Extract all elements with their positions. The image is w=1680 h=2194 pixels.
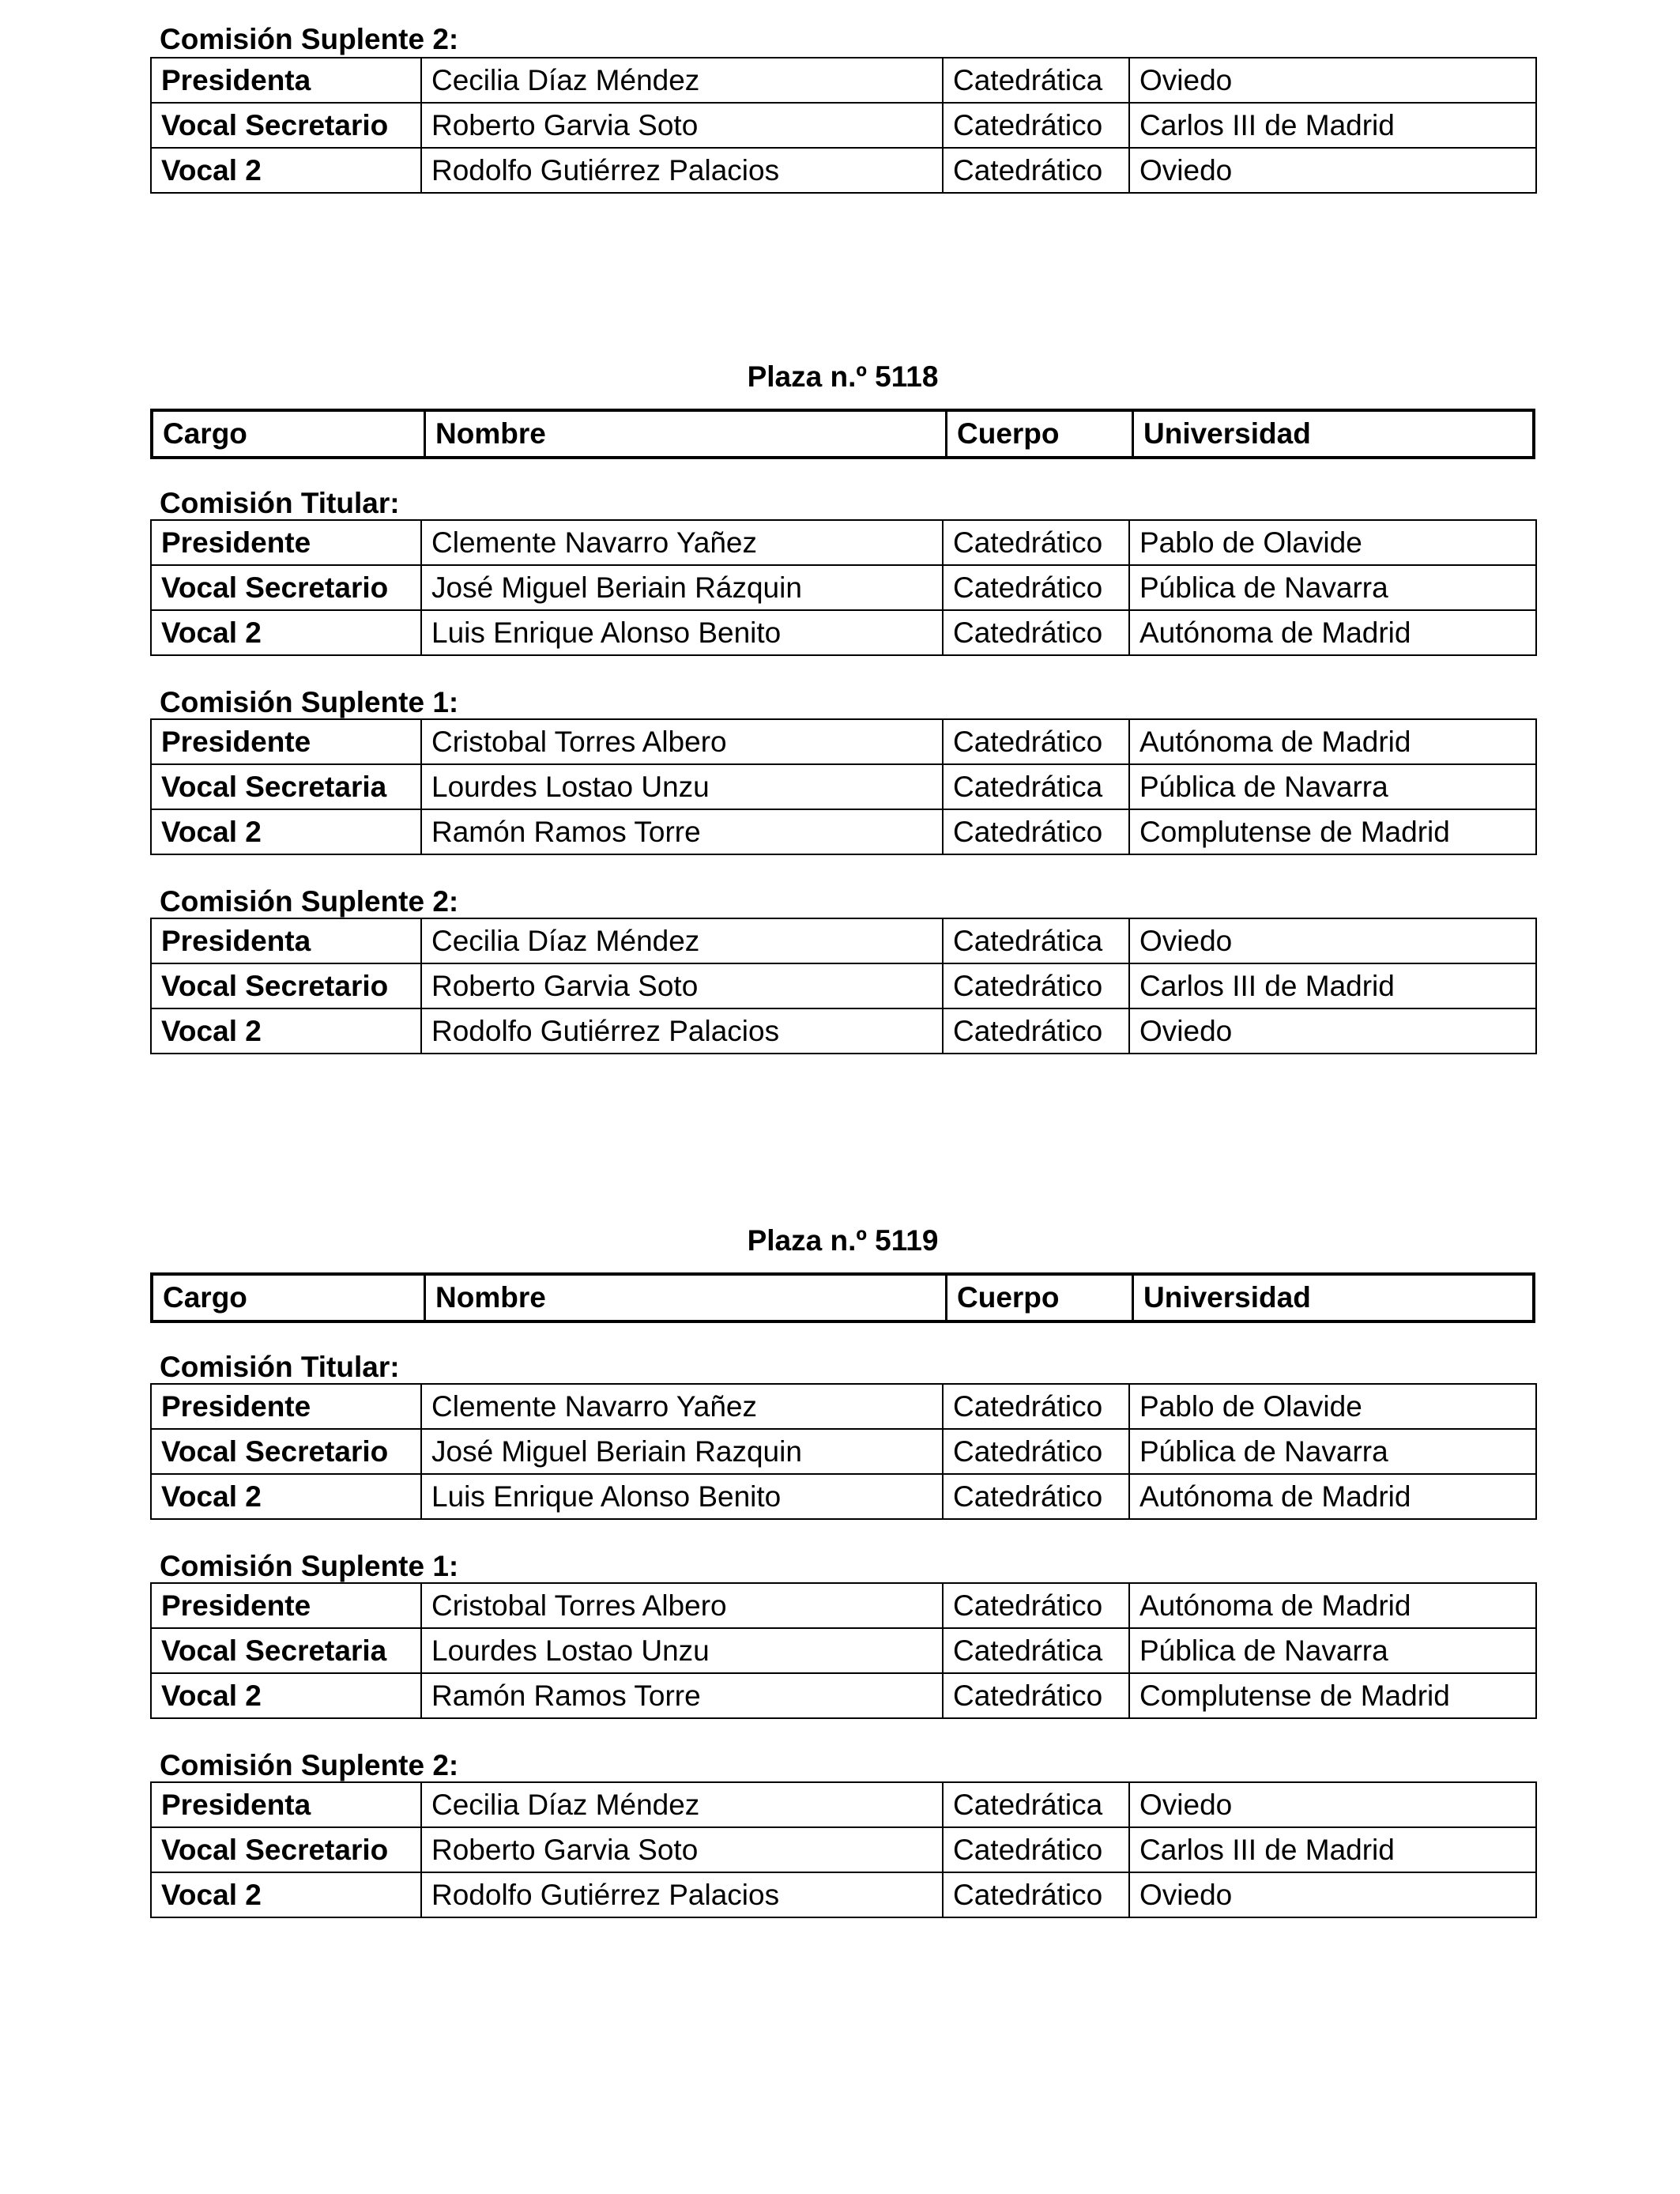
- table-row: [151, 1827, 1536, 1872]
- column-header-cuerpo: Cuerpo: [945, 412, 1132, 456]
- nombre-cell: Rodolfo Gutiérrez Palacios: [421, 1872, 943, 1917]
- nombre-cell: Lourdes Lostao Unzu: [421, 1628, 943, 1673]
- nombre-cell: Cecilia Díaz Méndez: [421, 1782, 943, 1827]
- cargo-cell: Vocal Secretaria: [151, 764, 421, 809]
- column-header-row: [150, 409, 1535, 459]
- committee-table: [150, 1383, 1537, 1520]
- universidad-cell: Oviedo: [1129, 1782, 1536, 1827]
- cargo-cell: Presidenta: [151, 1782, 421, 1827]
- nombre-cell: José Miguel Beriain Razquin: [421, 1429, 943, 1474]
- cuerpo-cell: Catedrático: [943, 1384, 1129, 1429]
- universidad-cell: Oviedo: [1129, 148, 1536, 193]
- table-row: [151, 565, 1536, 610]
- column-header-row: [150, 1272, 1535, 1323]
- table-row: [151, 1429, 1536, 1474]
- nombre-cell: Ramón Ramos Torre: [421, 809, 943, 854]
- cuerpo-cell: Catedrático: [943, 963, 1129, 1008]
- nombre-cell: Luis Enrique Alonso Benito: [421, 610, 943, 655]
- cargo-cell: Vocal 2: [151, 1474, 421, 1519]
- table-row: [151, 610, 1536, 655]
- committee-table: [150, 718, 1537, 855]
- cargo-cell: Presidenta: [151, 58, 421, 103]
- committee-table: [150, 519, 1537, 656]
- nombre-cell: Cristobal Torres Albero: [421, 719, 943, 764]
- cargo-cell: Vocal 2: [151, 610, 421, 655]
- universidad-cell: Oviedo: [1129, 58, 1536, 103]
- column-header-cargo: Cargo: [163, 1281, 247, 1314]
- universidad-cell: Carlos III de Madrid: [1129, 103, 1536, 148]
- column-header-nombre: Nombre: [424, 412, 945, 456]
- universidad-cell: Carlos III de Madrid: [1129, 1827, 1536, 1872]
- nombre-cell: Roberto Garvia Soto: [421, 103, 943, 148]
- nombre-cell: Cecilia Díaz Méndez: [421, 58, 943, 103]
- table-row: [151, 1583, 1536, 1628]
- table-row: [151, 918, 1536, 963]
- universidad-cell: Complutense de Madrid: [1129, 809, 1536, 854]
- table-row: [151, 1628, 1536, 1673]
- cuerpo-cell: Catedrático: [943, 1474, 1129, 1519]
- committee-table: [150, 1781, 1537, 1918]
- group-label: Comisión Suplente 2:: [160, 1749, 459, 1781]
- cuerpo-cell: Catedrático: [943, 1872, 1129, 1917]
- plaza-title: Plaza n.º 5119: [747, 1224, 939, 1257]
- column-header-cargo: Cargo: [163, 417, 247, 450]
- universidad-cell: Carlos III de Madrid: [1129, 963, 1536, 1008]
- cargo-cell: Vocal 2: [151, 809, 421, 854]
- universidad-cell: Autónoma de Madrid: [1129, 1583, 1536, 1628]
- table-row: [151, 1872, 1536, 1917]
- table-row: [151, 1673, 1536, 1718]
- cargo-cell: Vocal 2: [151, 148, 421, 193]
- cargo-cell: Vocal Secretario: [151, 963, 421, 1008]
- cuerpo-cell: Catedrático: [943, 1673, 1129, 1718]
- cargo-cell: Vocal Secretario: [151, 565, 421, 610]
- universidad-cell: Oviedo: [1129, 1008, 1536, 1054]
- nombre-cell: José Miguel Beriain Rázquin: [421, 565, 943, 610]
- cargo-cell: Presidente: [151, 520, 421, 565]
- universidad-cell: Pablo de Olavide: [1129, 1384, 1536, 1429]
- column-header-universidad: Universidad: [1132, 1276, 1532, 1320]
- table-row: [151, 520, 1536, 565]
- nombre-cell: Cristobal Torres Albero: [421, 1583, 943, 1628]
- cargo-cell: Presidente: [151, 1583, 421, 1628]
- group-label: Comisión Suplente 2:: [160, 885, 459, 918]
- cuerpo-cell: Catedrático: [943, 1827, 1129, 1872]
- universidad-cell: Pablo de Olavide: [1129, 520, 1536, 565]
- cargo-cell: Vocal Secretario: [151, 1827, 421, 1872]
- column-header-universidad: Universidad: [1132, 412, 1532, 456]
- nombre-cell: Clemente Navarro Yañez: [421, 520, 943, 565]
- table-row: [151, 719, 1536, 764]
- group-label: Comisión Titular:: [160, 1351, 400, 1383]
- table-row: [151, 1384, 1536, 1429]
- committee-table: [150, 918, 1537, 1054]
- table-row: [151, 809, 1536, 854]
- nombre-cell: Ramón Ramos Torre: [421, 1673, 943, 1718]
- table-row: [151, 1782, 1536, 1827]
- nombre-cell: Rodolfo Gutiérrez Palacios: [421, 1008, 943, 1054]
- cargo-cell: Vocal Secretario: [151, 1429, 421, 1474]
- cargo-cell: Presidente: [151, 1384, 421, 1429]
- cargo-cell: Vocal 2: [151, 1872, 421, 1917]
- cuerpo-cell: Catedrática: [943, 1628, 1129, 1673]
- table-row: [151, 764, 1536, 809]
- committee-table: [150, 57, 1537, 194]
- cuerpo-cell: Catedrático: [943, 520, 1129, 565]
- column-header-cuerpo: Cuerpo: [945, 1276, 1132, 1320]
- nombre-cell: Clemente Navarro Yañez: [421, 1384, 943, 1429]
- universidad-cell: Oviedo: [1129, 918, 1536, 963]
- cuerpo-cell: Catedrático: [943, 719, 1129, 764]
- table-row: [151, 963, 1536, 1008]
- cargo-cell: Presidente: [151, 719, 421, 764]
- universidad-cell: Autónoma de Madrid: [1129, 1474, 1536, 1519]
- cuerpo-cell: Catedrático: [943, 809, 1129, 854]
- group-label: Comisión Titular:: [160, 487, 400, 519]
- cuerpo-cell: Catedrático: [943, 610, 1129, 655]
- group-label: Comisión Suplente 2:: [160, 23, 459, 55]
- cargo-cell: Vocal Secretario: [151, 103, 421, 148]
- universidad-cell: Complutense de Madrid: [1129, 1673, 1536, 1718]
- nombre-cell: Lourdes Lostao Unzu: [421, 764, 943, 809]
- nombre-cell: Cecilia Díaz Méndez: [421, 918, 943, 963]
- table-row: [151, 1474, 1536, 1519]
- committee-table: [150, 1582, 1537, 1719]
- universidad-cell: Pública de Navarra: [1129, 764, 1536, 809]
- universidad-cell: Pública de Navarra: [1129, 565, 1536, 610]
- nombre-cell: Roberto Garvia Soto: [421, 963, 943, 1008]
- universidad-cell: Autónoma de Madrid: [1129, 719, 1536, 764]
- cuerpo-cell: Catedrática: [943, 918, 1129, 963]
- universidad-cell: Pública de Navarra: [1129, 1628, 1536, 1673]
- cargo-cell: Vocal Secretaria: [151, 1628, 421, 1673]
- nombre-cell: Roberto Garvia Soto: [421, 1827, 943, 1872]
- cuerpo-cell: Catedrática: [943, 764, 1129, 809]
- nombre-cell: Luis Enrique Alonso Benito: [421, 1474, 943, 1519]
- universidad-cell: Oviedo: [1129, 1872, 1536, 1917]
- table-row: [151, 58, 1536, 103]
- column-header-nombre: Nombre: [424, 1276, 945, 1320]
- universidad-cell: Autónoma de Madrid: [1129, 610, 1536, 655]
- universidad-cell: Pública de Navarra: [1129, 1429, 1536, 1474]
- group-label: Comisión Suplente 1:: [160, 1550, 459, 1582]
- nombre-cell: Rodolfo Gutiérrez Palacios: [421, 148, 943, 193]
- cuerpo-cell: Catedrático: [943, 1008, 1129, 1054]
- cargo-cell: Vocal 2: [151, 1008, 421, 1054]
- cuerpo-cell: Catedrático: [943, 1429, 1129, 1474]
- cargo-cell: Vocal 2: [151, 1673, 421, 1718]
- cargo-cell: Presidenta: [151, 918, 421, 963]
- table-row: [151, 148, 1536, 193]
- table-row: [151, 1008, 1536, 1054]
- cuerpo-cell: Catedrática: [943, 58, 1129, 103]
- cuerpo-cell: Catedrático: [943, 1583, 1129, 1628]
- cuerpo-cell: Catedrático: [943, 565, 1129, 610]
- table-row: [151, 103, 1536, 148]
- plaza-title: Plaza n.º 5118: [747, 360, 939, 393]
- cuerpo-cell: Catedrática: [943, 1782, 1129, 1827]
- cuerpo-cell: Catedrático: [943, 148, 1129, 193]
- group-label: Comisión Suplente 1:: [160, 686, 459, 718]
- cuerpo-cell: Catedrático: [943, 103, 1129, 148]
